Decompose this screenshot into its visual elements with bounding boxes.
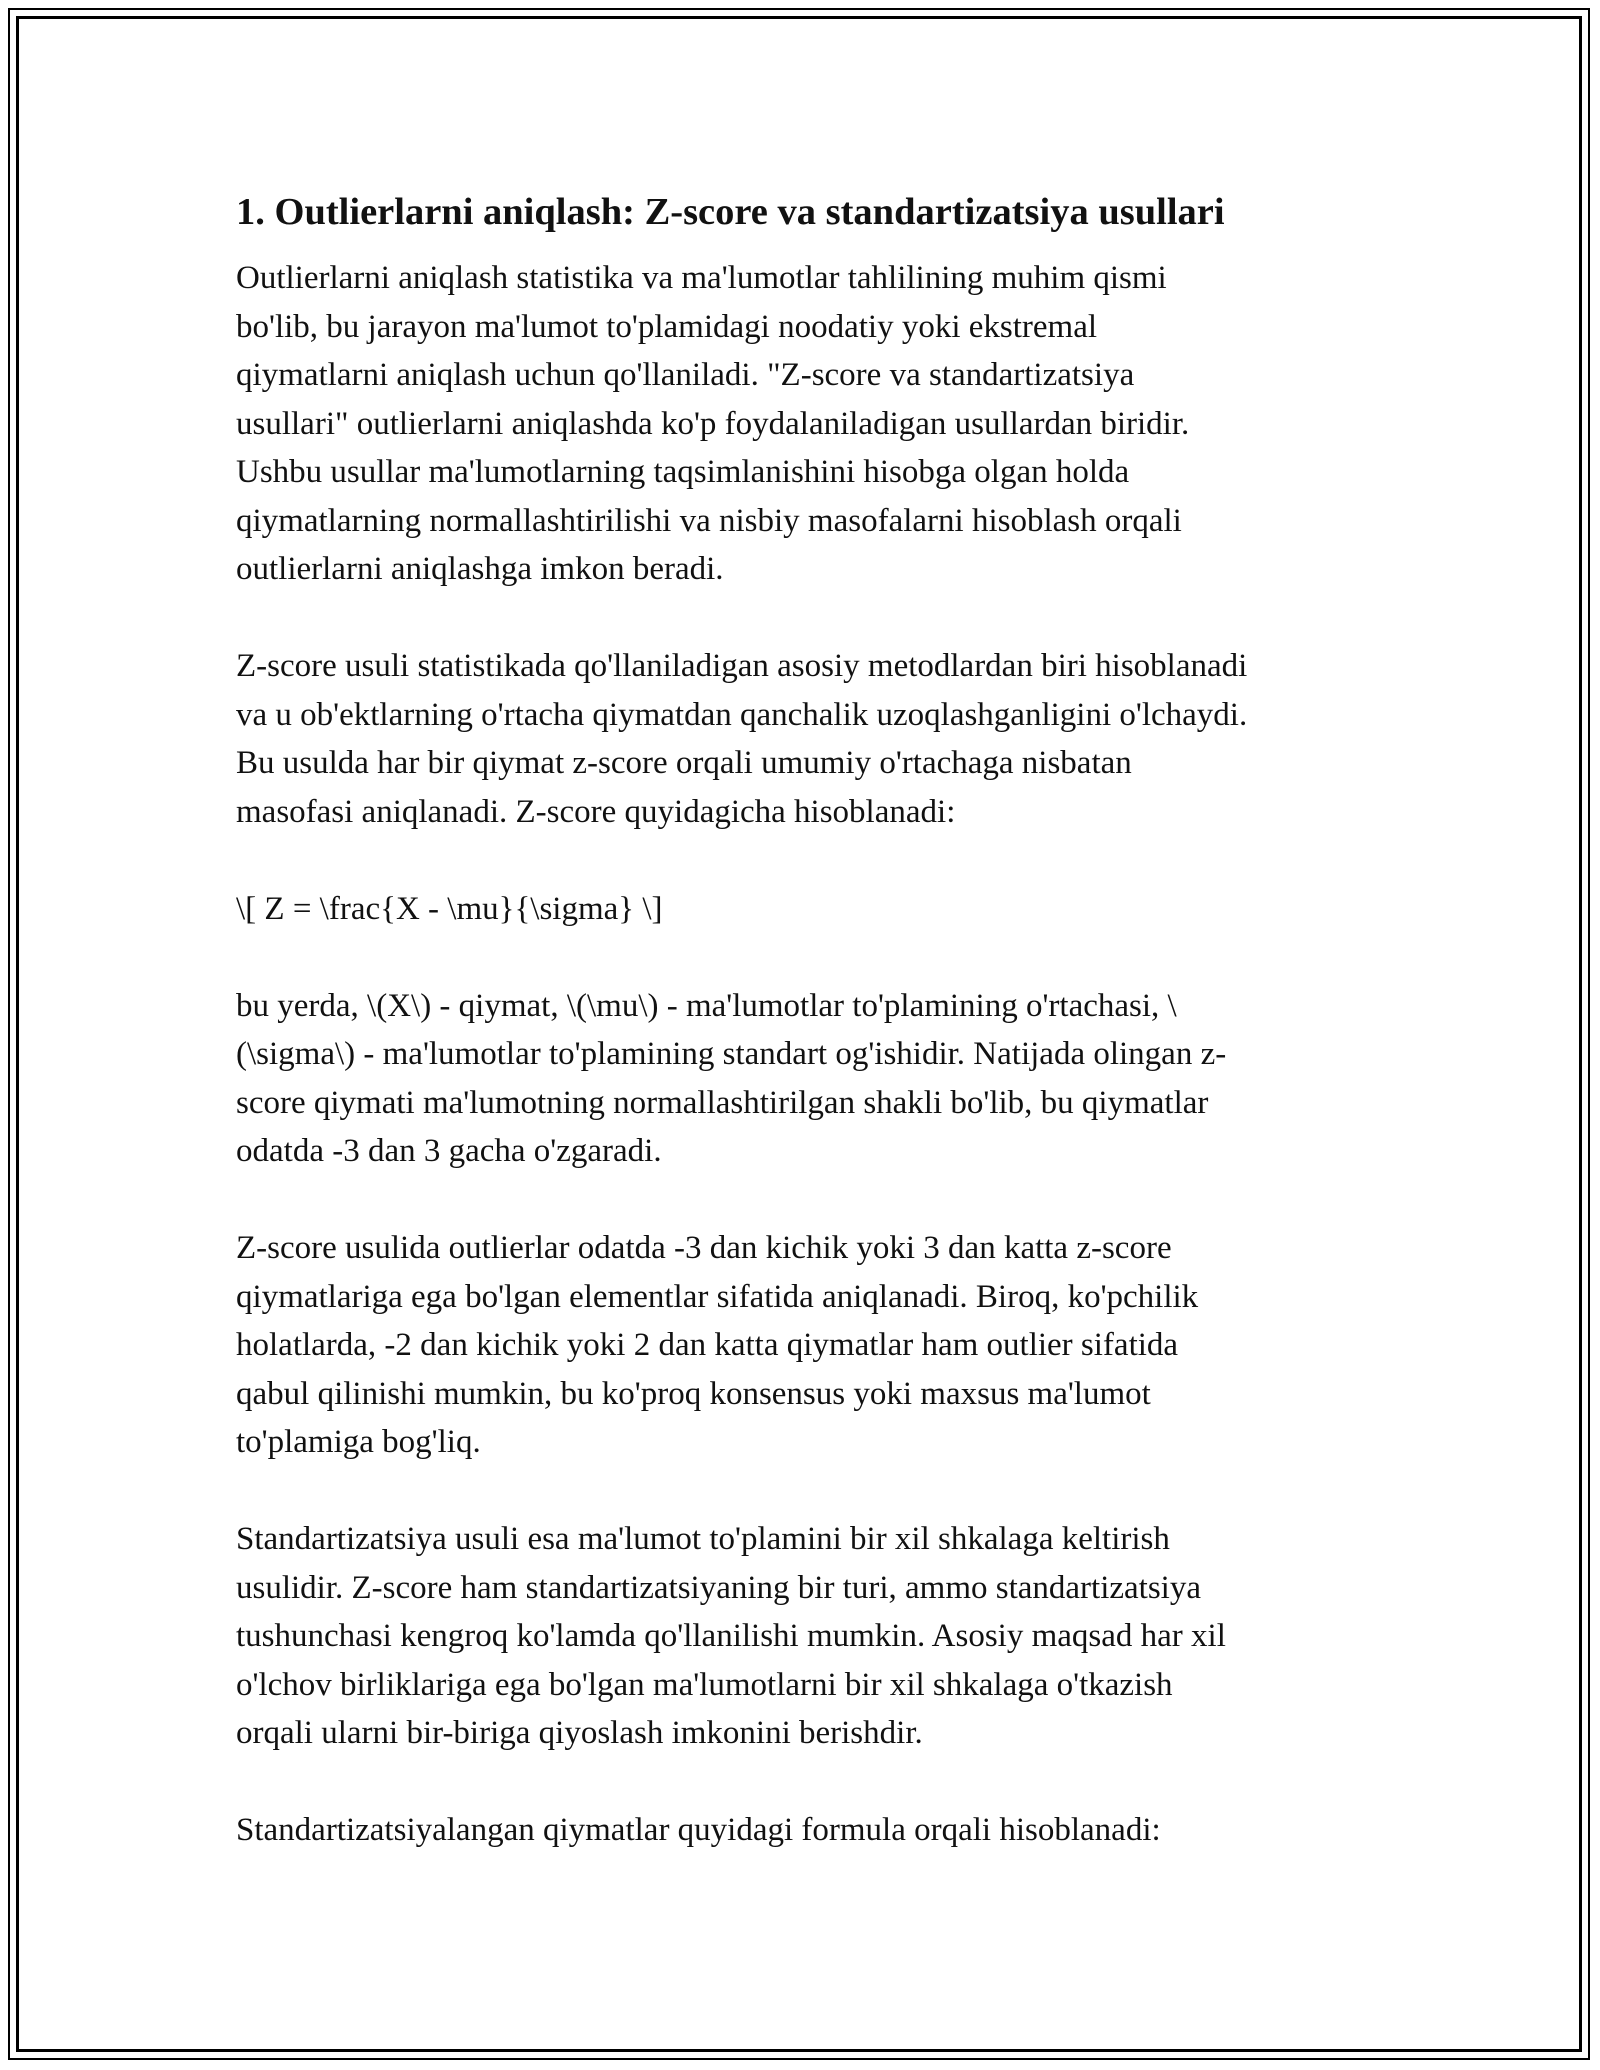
paragraph-standardization: Standartizatsiya usuli esa ma'lumot to'plamini bir xil shkalaga keltirish usulidir. Z-score ham standartizatsiyaning bir turi, ammo standartizatsiya tushunchasi kengroq ko'lamda qo'llanilishi mumkin. Asosiy maqsad har xil o'lchov birliklariga ega bo'lgan ma'lumotlarni bir xil shkalaga o'tkazish orqali ularni bir-biriga qiyoslash imkonini berishdir. (236, 1521, 1226, 1751)
paragraph-zscore-method: Z-score usuli statistikada qo'llaniladigan asosiy metodlardan biri hisoblanadi va u ob'ektlarning o'rtacha qiymatdan qanchalik uzoqlashganligini o'lchaydi. Bu usulda har bir qiymat z-score orqali umumiy o'rtachaga nisbatan masofasi aniqlanadi. Z-score quyidagicha hisoblanadi: (236, 648, 1248, 830)
section-heading: 1. Outlierlarni aniqlash: Z-score va standartizatsiya usullari (236, 191, 1225, 233)
formula-zscore: \[ Z = \frac{X - \mu}{\sigma} \] (236, 890, 663, 927)
document-body (236, 188, 1366, 1903)
paragraph-formula-explanation: bu yerda, \(X\) - qiymat, \(\mu\) - ma'lumotlar to'plamining o'rtachasi, \ (\sigma\) - ma'lumotlar to'plamining standart og'ishidir. Natijada olingan z- score qiymati ma'lumotning normallashtirilgan shakli bo'lib, bu qiymatlar odatda -3 dan 3 gacha o'zgaradi. (236, 987, 1227, 1169)
paragraph-standardization-formula-intro: Standartizatsiyalangan qiymatlar quyidagi formula orqali hisoblanadi: (236, 1812, 1161, 1848)
paragraph-intro: Outlierlarni aniqlash statistika va ma'lumotlar tahlilining muhim qismi bo'lib, bu jarayon ma'lumot to'plamidagi noodatiy yoki ekstremal qiymatlarni aniqlash uchun qo'llaniladi. "Z-score va standartizatsiya usullari" outlierlarni aniqlashda ko'p foydalaniladigan usullardan biridir. Ushbu usullar ma'lumotlarning taqsimlanishini hisobga olgan holda qiymatlarning normallashtirilishi va nisbiy masofalarni hisoblash orqali outlierlarni aniqlashga imkon beradi. (236, 260, 1190, 587)
paragraph-outlier-threshold: Z-score usulida outlierlar odatda -3 dan kichik yoki 3 dan katta z-score qiymatlariga ega bo'lgan elementlar sifatida aniqlanadi. Biroq, ko'pchilik holatlarda, -2 dan kichik yoki 2 dan katta qiymatlar ham outlier sifatida qabul qilinishi mumkin, bu ko'proq konsensus yoki maxsus ma'lumot to'plamiga bog'liq. (236, 1230, 1199, 1460)
